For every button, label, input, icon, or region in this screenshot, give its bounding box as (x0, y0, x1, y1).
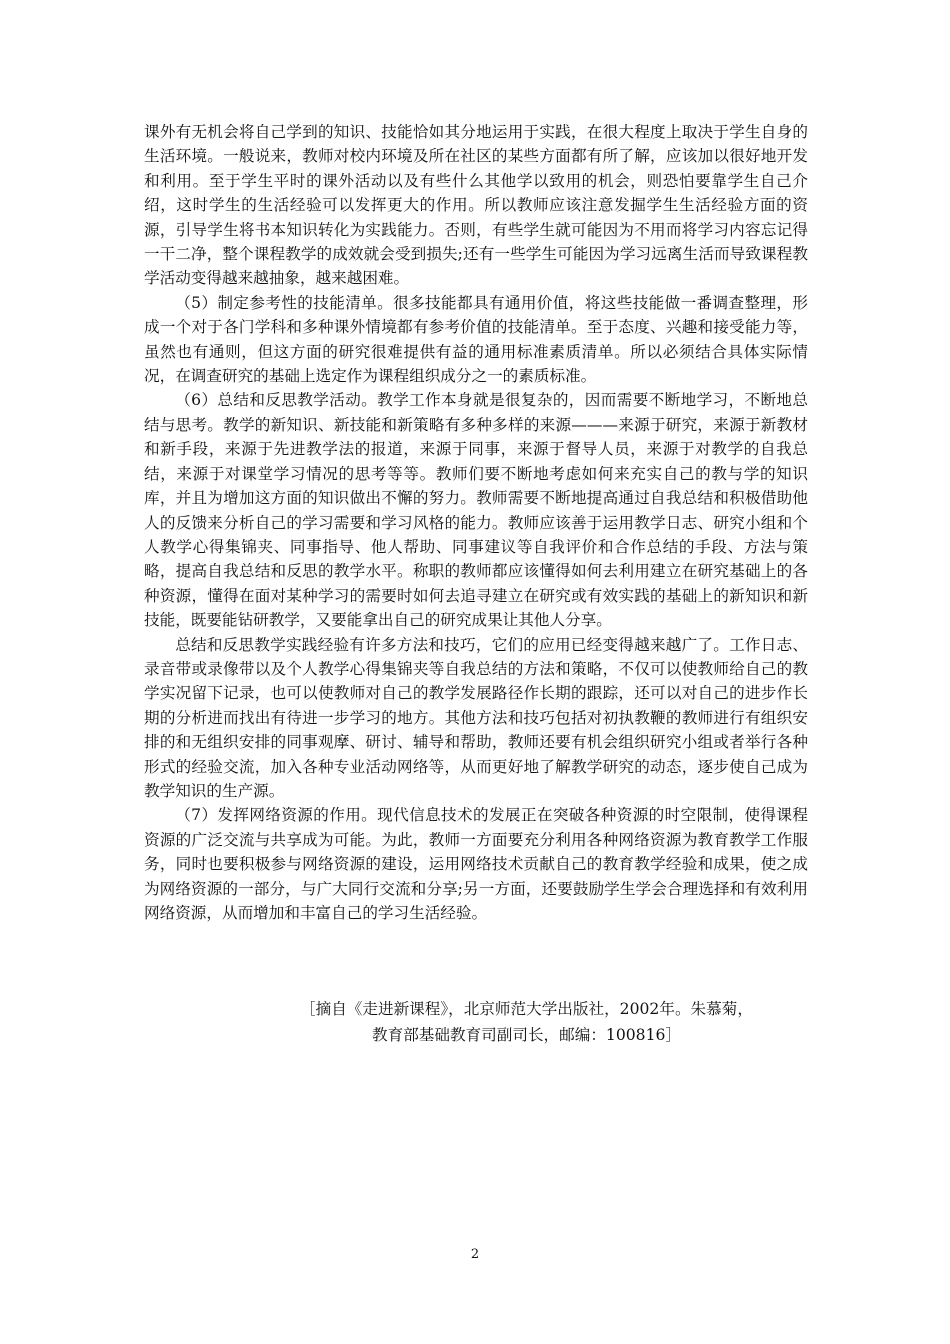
citation-line-1: ［摘自《走进新课程》，北京师范大学出版社，2002年。朱慕菊， (300, 1000, 753, 1018)
citation-line-2: 教育部基础教育司副司长，邮编：100816］ (372, 1026, 682, 1044)
paragraph-life-environment: 课外有无机会将自己学到的知识、技能恰如其分地运用于实践，在很大程度上取决于学生自身的生活环境。一般说来，教师对校内环境及所在社区的某些方面都有所了解，应该加以很好地开发和利用。至于学生平时的课外活动以及有些什么其他学以致用的机会，则恐怕要靠学生自己介绍，这时学生的生活经验可以发挥更大的作用。所以教师应该注意发掘学生生活经验方面的资源，引导学生将书本知识转化为实践能力。否则，有些学生就可能因为不用而将学习内容忘记得一干二净，整个课程教学的成效就会受到损失;还有一些学生可能因为学习远离生活而导致课程教学活动变得越来越抽象，越来越困难。 (144, 123, 808, 288)
citation (300, 996, 820, 1048)
paragraph-skill-list: （5）制定参考性的技能清单。很多技能都具有通用价值，将这些技能做一番调查整理，形成一个对于各门学科和多种课外情境都有参考价值的技能清单。至于态度、兴趣和接受能力等，虽然也有通则，但这方面的研究很难提供有益的通用标准素质清单。所以必须结合具体实际情况，在调查研究的基础上选定作为课程组织成分之一的素质标准。 (144, 293, 808, 386)
paragraph-reflection-methods: 总结和反思教学实践经验有许多方法和技巧，它们的应用已经变得越来越广了。工作日志、录音带或录像带以及个人教学心得集锦夹等自我总结的方法和策略，不仅可以使教师给自己的教学实况留下记录，也可以使教师对自己的教学发展路径作长期的跟踪，还可以对自己的进步作长期的分析进而找出有待进一步学习的地方。其他方法和技巧包括对初执教鞭的教师进行有组织安排的和无组织安排的同事观摩、研讨、辅导和帮助，教师还要有机会组织研究小组或者举行各种形式的经验交流，加入各种专业活动网络等，从而更好地了解教学研究的动态，逐步使自己成为教学知识的生产源。 (144, 635, 808, 800)
page-number: 2 (470, 1247, 480, 1262)
body-text (144, 120, 808, 925)
paragraph-reflection: （6）总结和反思教学活动。教学工作本身就是很复杂的，因而需要不断地学习，不断地总结与思考。教学的新知识、新技能和新策略有多种多样的来源———来源于研究，来源于新教材和新手段，来源于先进教学法的报道，来源于同事，来源于督导人员，来源于对教学的自我总结，来源于对课堂学习情况的思考等等。教师们要不断地考虑如何来充实自己的教与学的知识库，并且为增加这方面的知识做出不懈的努力。教师需要不断地提高通过自我总结和积极借助他人的反馈来分析自己的学习需要和学习风格的能力。教师应该善于运用教学日志、研究小组和个人教学心得集锦夹、同事指导、他人帮助、同事建议等自我评价和合作总结的手段、方法与策略，提高自我总结和反思的教学水平。称职的教师都应该懂得如何去利用建立在研究基础上的各种资源，懂得在面对某种学习的需要时如何去追寻建立在研究或有效实践的基础上的新知识和新技能，既要能钻研教学，又要能拿出自己的研究成果让其他人分享。 (144, 391, 808, 630)
paragraph-network-resources: （7）发挥网络资源的作用。现代信息技术的发展正在突破各种资源的时空限制，使得课程资源的广泛交流与共享成为可能。为此，教师一方面要充分利用各种网络资源为教育教学工作服务，同时也要积极参与网络资源的建设，运用网络技术贡献自己的教育教学经验和成果，使之成为网络资源的一部分，与广大同行交流和分享;另一方面，还要鼓励学生学会合理选择和有效利用网络资源，从而增加和丰富自己的学习生活经验。 (144, 806, 808, 922)
